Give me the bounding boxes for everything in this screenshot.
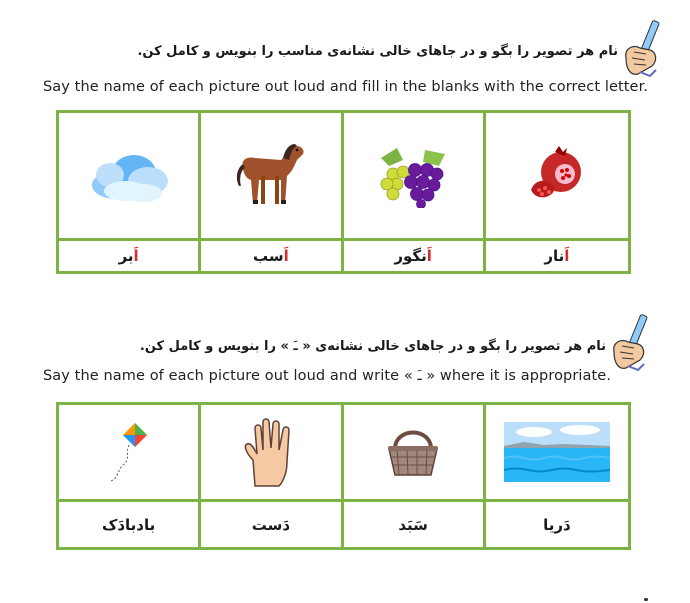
word-cell-cloud [59, 241, 201, 271]
sea-picture [504, 422, 610, 482]
word-cell-sea [486, 502, 628, 547]
picture-basket [344, 405, 486, 502]
instruction-english: Say the name of each picture out loud and fill in the blanks with the correct letter. [43, 79, 649, 95]
blank-letter: اَ [133, 247, 139, 265]
word-cell-basket [344, 502, 486, 547]
word-angur: اَنگور [394, 247, 432, 265]
picture-horse [201, 113, 343, 241]
blank-letter: اَ [564, 247, 570, 265]
picture-cloud [59, 113, 201, 241]
word-badbadak: بادبادَک [101, 515, 156, 534]
picture-grapes [344, 113, 486, 241]
word-anar: اَنار [544, 247, 570, 265]
basket-picture [385, 425, 441, 479]
blank-letter: اَ [283, 247, 289, 265]
exercise-table-1 [56, 110, 631, 274]
picture-sea [486, 405, 628, 502]
kite-picture [99, 419, 159, 485]
hand-writing-icon [608, 312, 658, 372]
exercise-table-2 [56, 402, 631, 550]
blank-letter: اَ [426, 247, 432, 265]
word-cell-pomegranate [486, 241, 628, 271]
word-sabad: سَبَد [398, 515, 428, 534]
word-abr: اَبر [118, 247, 139, 265]
word-asb: اَسب [252, 247, 289, 265]
hand-picture [241, 416, 301, 488]
grapes-picture [373, 144, 453, 208]
word-cell-hand [201, 502, 343, 547]
instruction-persian: نام هر تصویر را بگو و در جاهای خالی نشانه‌ی مناسب را بنویس و کامل کن. [137, 44, 618, 59]
word-darya: دَریا [543, 515, 571, 534]
word-cell-horse [201, 241, 343, 271]
pomegranate-picture [525, 146, 589, 206]
picture-kite [59, 405, 201, 502]
picture-pomegranate [486, 113, 628, 241]
word-cell-grapes [344, 241, 486, 271]
word-dast: دَست [251, 515, 291, 534]
instruction-english: Say the name of each picture out loud and write « ـَ » where it is appropriate. [43, 368, 612, 384]
instruction-persian: نام هر تصویر را بگو و در جاهای خالی نشانه‌ی « ـَ » را بنویس و کامل کن. [139, 339, 606, 354]
cloud-picture [86, 147, 172, 205]
hand-writing-icon [620, 18, 670, 78]
word-cell-kite [59, 502, 201, 547]
picture-hand [201, 405, 343, 502]
page-mark [644, 598, 648, 601]
horse-picture [231, 140, 311, 212]
